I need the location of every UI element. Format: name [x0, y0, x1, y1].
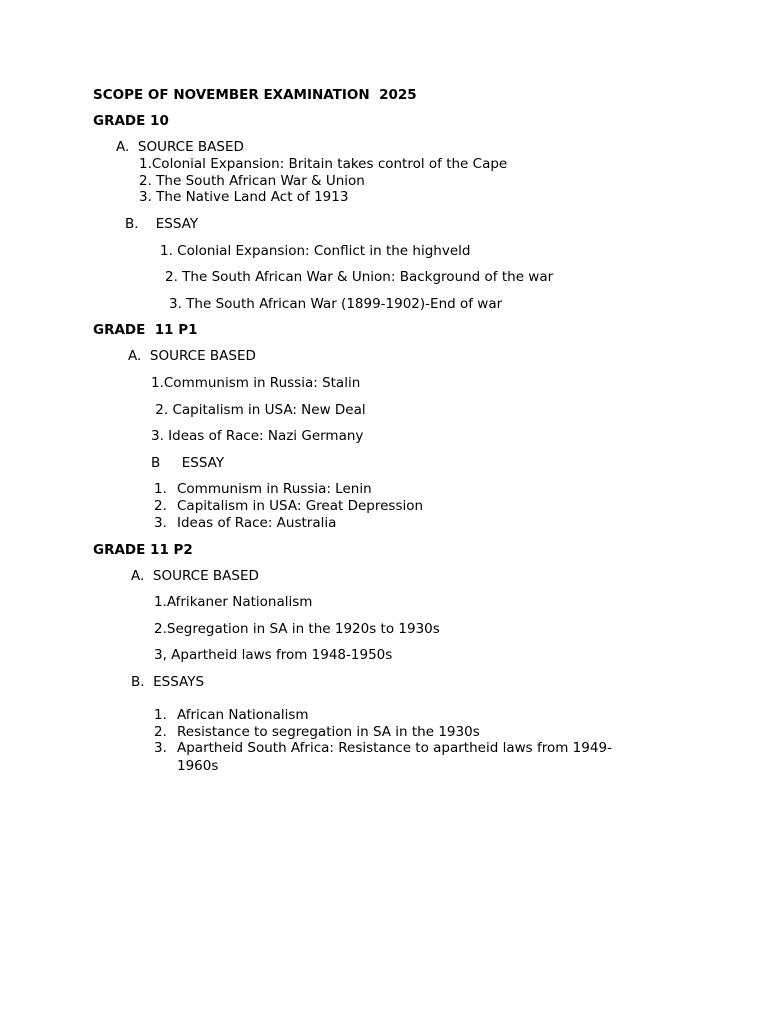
grade-11-p1-source-label: A. SOURCE BASED — [128, 348, 256, 364]
list-item: Ideas of Race: Australia — [177, 515, 337, 531]
list-item: Apartheid South Africa: Resistance to apartheid laws from 1949- — [177, 740, 612, 756]
list-item: 3. Ideas of Race: Nazi Germany — [151, 428, 364, 444]
list-item: 3, Apartheid laws from 1948-1950s — [154, 647, 393, 663]
grade-11-p2-source-label: A. SOURCE BASED — [131, 568, 259, 584]
list-item: 1.Communism in Russia: Stalin — [151, 375, 361, 391]
grade-11-p1-heading: GRADE 11 P1 — [93, 322, 198, 338]
list-item: 3. The South African War (1899-1902)-End of war — [169, 296, 503, 312]
list-number: 2. — [154, 724, 167, 740]
list-item: African Nationalism — [177, 707, 309, 723]
grade-11-p1-essay-label: B ESSAY — [151, 455, 225, 471]
grade-10-essay-label: B. ESSAY — [125, 216, 199, 232]
list-item: 1.Colonial Expansion: Britain takes control of the Cape — [139, 156, 508, 172]
list-item: 3. The Native Land Act of 1913 — [139, 189, 349, 205]
list-number: 1. — [154, 481, 167, 497]
list-item: Capitalism in USA: Great Depression — [177, 498, 424, 514]
list-number: 3. — [154, 515, 167, 531]
list-item: Resistance to segregation in SA in the 1930s — [177, 724, 480, 740]
list-item: 2.Segregation in SA in the 1920s to 1930s — [154, 621, 440, 637]
list-number: 1. — [154, 707, 167, 723]
list-item: 2. Capitalism in USA: New Deal — [151, 402, 366, 418]
grade-10-source-label: A. SOURCE BASED — [116, 139, 244, 155]
grade-11-p2-essay-label: B. ESSAYS — [131, 674, 205, 690]
list-item: 1. Colonial Expansion: Conflict in the highveld — [160, 243, 471, 259]
list-item: 2. The South African War & Union: Background of the war — [165, 269, 554, 285]
list-item: 1.Afrikaner Nationalism — [154, 594, 313, 610]
list-item-continuation: 1960s — [177, 758, 219, 774]
document-title: SCOPE OF NOVEMBER EXAMINATION 2025 — [93, 87, 417, 103]
grade-11-p2-heading: GRADE 11 P2 — [93, 542, 193, 558]
grade-10-heading: GRADE 10 — [93, 113, 169, 129]
list-number: 2. — [154, 498, 167, 514]
list-item: 2. The South African War & Union — [139, 173, 365, 189]
list-item: Communism in Russia: Lenin — [177, 481, 372, 497]
list-number: 3. — [154, 740, 167, 756]
